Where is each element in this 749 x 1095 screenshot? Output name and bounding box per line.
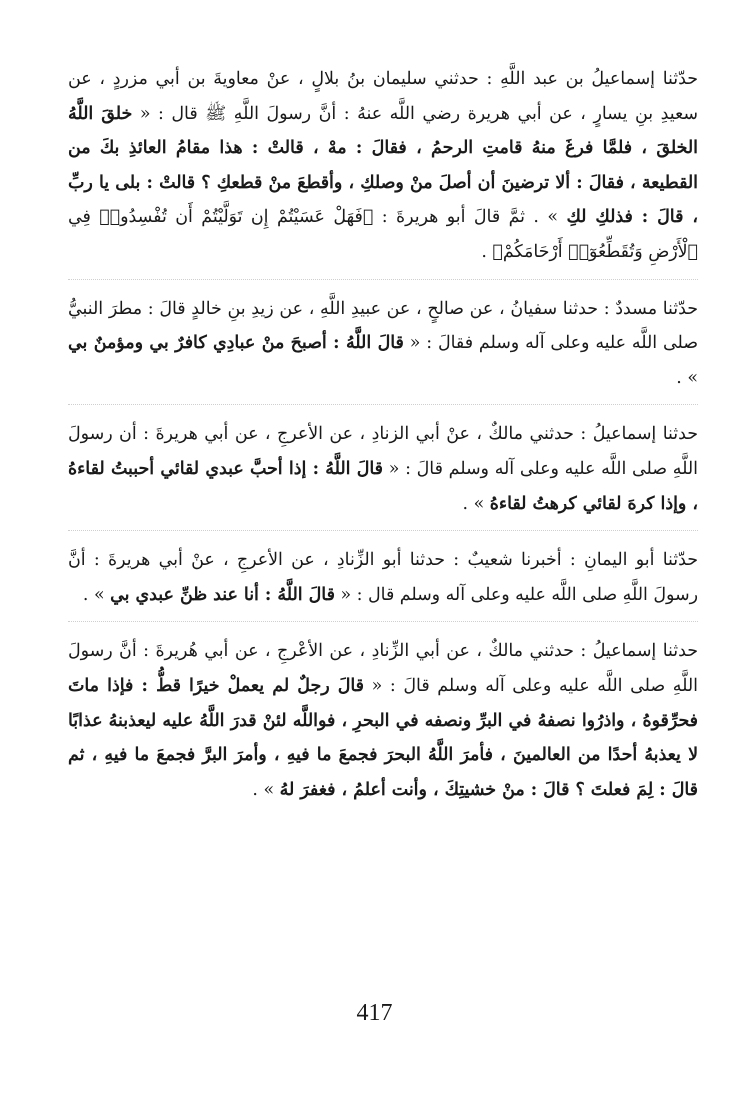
hadith-paragraph — [68, 404, 698, 530]
hadith-paragraph — [68, 62, 698, 279]
hadith-isnad: حدثنا إسماعيلُ : حدثني مالكٌ ، عن أبي الزِّنادِ ، عن الأعْرجِ ، عن أبي هُريرةَ : أنَّ رسولَ اللَّهِ صلى اللَّه عليه وعلى آله وسلم قالَ : « — [68, 641, 698, 696]
hadith-isnad: حدّثنا إسماعيلُ بن عبد اللَّهِ : حدثني سليمان بنُ بلالٍ ، عنْ معاويةَ بن أبي مزردٍ ، عن سعيدِ بنِ يسارٍ ، عن أبي هريرة رضي اللَّه عنهُ : أنَّ رسولَ اللَّهِ ﷺ قال : « — [68, 69, 699, 124]
hadith-end: » . — [462, 493, 490, 514]
hadith-isnad: حدّثنا مسددٌ : حدثنا سفيانُ ، عن صالحٍ ، عن عبيدِ اللَّهِ ، عن زيدِ بنِ خالدٍ قالَ : مطرَ النبيُّ صلى اللَّه عليه وعلى آله وسلم فقالَ : « — [68, 298, 699, 354]
hadith-paragraph — [68, 530, 698, 621]
hadith-text: قالَ اللَّهُ : إذا أحبَّ عبدي لقائي أحببتُ لقاءهُ ، وإذا كرهَ لقائي كرهتُ لقاءهُ — [68, 458, 698, 514]
hadith-text: قالَ اللَّهُ : أنا عند ظنِّ عبدي بي — [110, 584, 335, 605]
hadith-text: خلقَ اللَّهُ الخلقَ ، فلمَّا فرغَ منهُ قامتِ الرحمُ ، فقالَ : مهْ ، قالتْ : هذا مقامُ العائذِ بكَ من القطيعة ، فقالَ : ألا ترضينَ أن أصلَ منْ وصلكِ ، وأقطعَ منْ قطعكِ ؟ قالتْ : بلى يا ربِّ ، قالَ : فذلكِ لكِ — [68, 103, 698, 228]
hadith-isnad: حدثنا إسماعيلُ : حدثني مالكٌ ، عنْ أبي الزنادِ ، عن الأعرجِ ، عن أبي هريرةَ : أن رسولَ اللَّهِ صلى اللَّه عليه وعلى آله وسلم قالَ : « — [68, 424, 698, 479]
page-body — [68, 62, 698, 816]
hadith-end: » . — [82, 584, 111, 605]
hadith-end: . — [481, 241, 493, 262]
hadith-paragraph — [68, 279, 698, 405]
page-number: 417 — [356, 1000, 393, 1026]
hadith-end: » . — [676, 367, 698, 388]
hadith-end: » . — [252, 779, 280, 800]
hadith-isnad: حدّثنا أبو اليمانِ : أخبرنا شعيبٌ : حدثنا أبو الزِّنادِ ، عن الأعرجِ ، عنْ أبي هريرةَ : أنَّ رسولَ اللَّهِ صلى اللَّه عليه وعلى آله وسلم قال : « — [68, 550, 698, 605]
hadith-connector: » . ثمَّ قالَ أبو هريرةَ : — [373, 207, 567, 228]
hadith-paragraph — [68, 621, 698, 816]
quran-verse: ﴿فَهَلْ عَسَيْتُمْ إِن تَوَلَّيْتُمْ أَن تُفْسِدُوا۟ فِي ٱلْأَرْضِ وَتُقَطِّعُوٓا۟ أَرْحَامَكُمْ﴾ — [68, 207, 698, 262]
hadith-text: قالَ رجلٌ لم يعملْ خيرًا قطُّ : فإذا ماتَ فحرِّقوهُ ، واذرُوا نصفهُ في البرِّ ونصفه في البحرِ ، فواللَّه لئنْ قدرَ اللَّهُ عليه ليعذبنهُ عذابًا لا يعذبهُ أحدًا من العالمينَ ، فأمرَ اللَّهُ البحرَ فجمعَ ما فيهِ ، وأمرَ البرَّ فجمعَ ما فيهِ ، ثم قالَ : لِمَ فعلتَ ؟ قالَ : منْ خشيتِكَ ، وأنت أعلمُ ، فغفرَ لهُ — [68, 675, 698, 800]
hadith-text: قالَ اللَّهُ : أصبحَ منْ عبادِي كافرٌ بي ومؤمنٌ بي — [68, 333, 404, 354]
